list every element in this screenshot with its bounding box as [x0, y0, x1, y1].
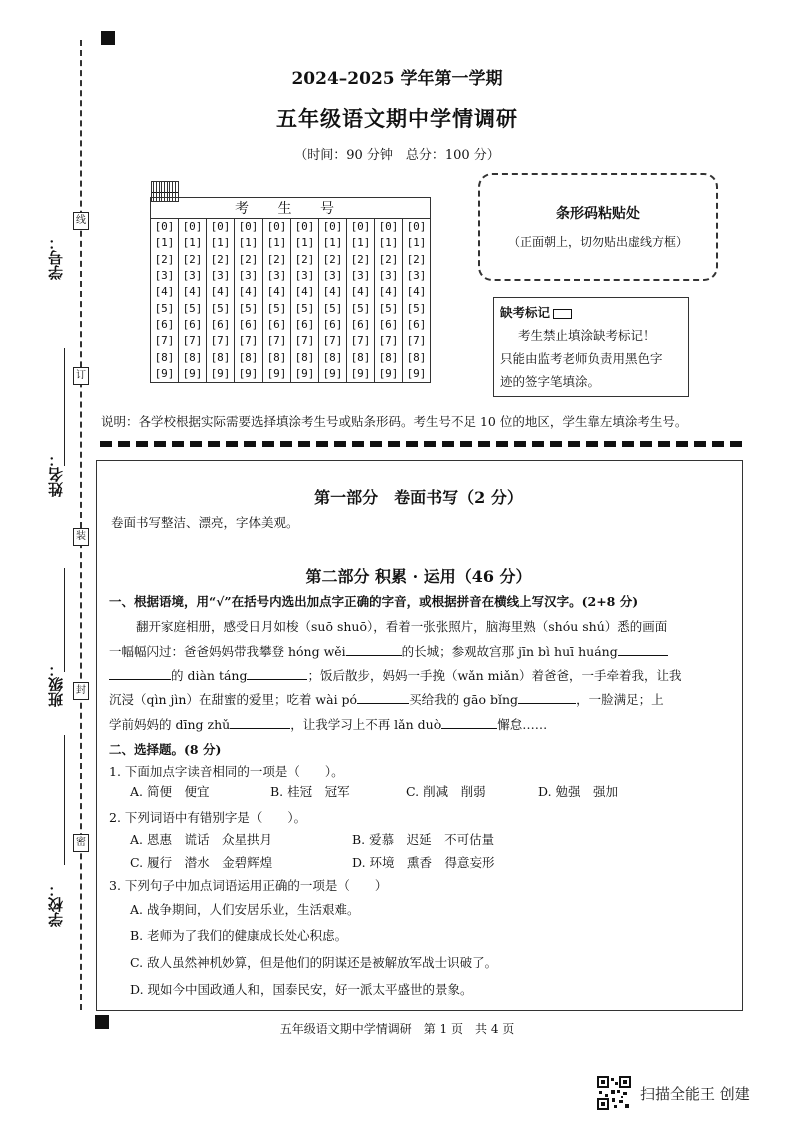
id-digit-bubble[interactable]: [1]	[375, 235, 403, 251]
id-digit-bubble[interactable]: [5]	[235, 300, 263, 316]
id-digit-bubble[interactable]: [6]	[375, 317, 403, 333]
id-digit-bubble[interactable]: [9]	[375, 366, 403, 383]
id-digit-bubble[interactable]: [7]	[207, 333, 235, 349]
part2-title: 第二部分 积累 · 运用（46 分）	[305, 567, 532, 586]
id-digit-bubble[interactable]: [1]	[151, 235, 179, 251]
id-digit-box[interactable]	[175, 182, 178, 202]
mc1-option-c[interactable]: C. 削减 削弱	[406, 784, 486, 799]
id-digit-bubble[interactable]: [6]	[291, 317, 319, 333]
id-digit-bubble[interactable]: [9]	[319, 366, 347, 383]
binding-mark-feng: 封	[73, 682, 89, 700]
id-digit-bubble[interactable]: [8]	[263, 349, 291, 365]
id-digit-bubble[interactable]: [9]	[235, 366, 263, 383]
mc1-option-a[interactable]: A. 简便 便宜	[130, 784, 210, 799]
id-digit-bubble[interactable]: [4]	[375, 284, 403, 300]
id-digit-bubble[interactable]: [0]	[151, 219, 179, 236]
id-digit-bubble[interactable]: [3]	[403, 268, 431, 284]
id-digit-bubble[interactable]: [4]	[347, 284, 375, 300]
id-digit-bubble[interactable]: [0]	[375, 219, 403, 236]
id-digit-bubble[interactable]: [9]	[347, 366, 375, 383]
q1-line2-a: 一幅幅闪过：爸爸妈妈带我攀登 hóng wěi	[109, 644, 346, 659]
q2-title: 二、选择题。(8 分)	[109, 742, 222, 757]
id-digit-bubble[interactable]: [8]	[179, 349, 207, 365]
id-digit-bubble[interactable]: [5]	[207, 300, 235, 316]
id-digit-bubble[interactable]: [6]	[151, 317, 179, 333]
id-digit-row	[151, 235, 431, 251]
qr-code-icon	[597, 1076, 631, 1110]
id-digit-bubble[interactable]: [3]	[375, 268, 403, 284]
id-digit-bubble[interactable]: [5]	[179, 300, 207, 316]
id-digit-bubble[interactable]: [0]	[319, 219, 347, 236]
blank-diantang[interactable]	[247, 668, 307, 680]
id-digit-bubble[interactable]: [8]	[319, 349, 347, 365]
cut-line	[100, 441, 742, 447]
id-digit-bubble[interactable]: [6]	[319, 317, 347, 333]
binding-mark-mi: 密	[73, 834, 89, 852]
id-digit-bubble[interactable]: [8]	[403, 349, 431, 365]
scanner-watermark: 扫描全能王 创建	[640, 1085, 750, 1103]
absent-mark-box	[493, 297, 689, 397]
id-digit-bubble[interactable]: [7]	[263, 333, 291, 349]
id-digit-bubble[interactable]: [4]	[235, 284, 263, 300]
mc2-option-d[interactable]: D. 环境 熏香 得意妄形	[352, 855, 495, 870]
id-digit-bubble[interactable]: [7]	[151, 333, 179, 349]
id-digit-bubble[interactable]: [4]	[179, 284, 207, 300]
student-id-grid[interactable]	[150, 178, 431, 383]
q1-line4-b: 买给我的 gāo bǐng	[409, 692, 519, 707]
id-digit-bubble[interactable]: [0]	[207, 219, 235, 236]
id-digit-bubble[interactable]: [6]	[235, 317, 263, 333]
id-digit-bubble[interactable]: [3]	[235, 268, 263, 284]
id-digit-bubble[interactable]: [6]	[347, 317, 375, 333]
id-digit-bubble[interactable]: [3]	[179, 268, 207, 284]
name-line[interactable]	[64, 568, 65, 672]
q1-line5-a: 学前妈妈的 dīng zhǔ	[109, 717, 231, 732]
id-digit-bubble[interactable]: [2]	[375, 252, 403, 268]
q1-line2-b: 的长城；参观故宫那 jīn bì huī huáng	[401, 644, 618, 659]
part1-desc: 卷面书写整洁、漂亮，字体美观。	[111, 515, 299, 530]
id-digit-bubble[interactable]: [2]	[179, 252, 207, 268]
binding-mark-zhuang: 装	[73, 528, 89, 546]
id-digit-bubble[interactable]: [5]	[151, 300, 179, 316]
mc2-option-b[interactable]: B. 爱慕 迟延 不可估量	[352, 832, 495, 847]
absent-line3: 迹的签字笔填涂。	[500, 374, 601, 389]
q1-line2	[109, 642, 668, 660]
blank-waipo[interactable]	[357, 692, 409, 704]
id-digit-bubble[interactable]: [9]	[179, 366, 207, 383]
q1-line3-b: ；饭后散步，妈妈一手挽（wǎn miǎn）着爸爸，一手牵着我，让我	[307, 668, 682, 683]
id-digit-bubble[interactable]: [7]	[319, 333, 347, 349]
blank-jinbihuihuang-cont[interactable]	[109, 668, 171, 680]
page-footer: 五年级语文期中学情调研 第 1 页 共 4 页	[279, 1022, 515, 1036]
absent-checkbox[interactable]	[553, 309, 572, 319]
id-digit-bubble[interactable]: [3]	[207, 268, 235, 284]
id-digit-bubble[interactable]: [2]	[263, 252, 291, 268]
id-digit-row	[151, 300, 431, 316]
q1-line4-a: 沉浸（qìn jìn）在甜蜜的爱里；吃着 wài pó	[109, 692, 358, 707]
id-digit-bubble[interactable]: [3]	[347, 268, 375, 284]
id-digit-bubble[interactable]: [1]	[235, 235, 263, 251]
binding-dashed-line	[80, 40, 82, 1010]
id-digit-bubble[interactable]: [3]	[263, 268, 291, 284]
id-digit-bubble[interactable]: [9]	[151, 366, 179, 383]
blank-jinbihuihuang[interactable]	[618, 644, 668, 656]
binding-mark-ding: 订	[73, 367, 89, 385]
barcode-area	[478, 173, 718, 281]
id-digit-bubble[interactable]: [7]	[375, 333, 403, 349]
id-digit-bubble[interactable]: [2]	[347, 252, 375, 268]
id-digit-bubble[interactable]: [6]	[263, 317, 291, 333]
id-digit-row	[151, 219, 431, 236]
mc2-option-a[interactable]: A. 恩惠 谎话 众星拱月	[130, 832, 272, 847]
mc3-option-a[interactable]: A. 战争期间，人们安居乐业，生活艰难。	[130, 902, 360, 917]
id-digit-bubble[interactable]: [3]	[151, 268, 179, 284]
mc1-stem: 1. 下面加点字读音相同的一项是（ ）。	[109, 764, 344, 779]
id-digit-bubble[interactable]: [7]	[235, 333, 263, 349]
id-digit-bubble[interactable]: [5]	[319, 300, 347, 316]
blank-landuo[interactable]	[441, 717, 497, 729]
id-digit-bubble[interactable]: [1]	[179, 235, 207, 251]
id-digit-row	[151, 317, 431, 333]
id-digit-row	[151, 284, 431, 300]
id-digit-bubble[interactable]: [5]	[403, 300, 431, 316]
mc2-stem: 2. 下列词语中有错别字是（ ）。	[109, 810, 307, 825]
id-digit-bubble[interactable]: [0]	[403, 219, 431, 236]
id-digit-bubble[interactable]: [8]	[347, 349, 375, 365]
name-label: 姓名：	[47, 452, 65, 497]
q1-line5	[109, 715, 547, 733]
id-digit-bubble[interactable]: [1]	[403, 235, 431, 251]
mc3-option-d[interactable]: D. 现如今中国政通人和，国泰民安，好一派太平盛世的景象。	[130, 982, 473, 997]
q1-line3	[109, 666, 682, 684]
q1-line1: 翻开家庭相册，感受日月如梭（suō shuō），看着一张张照片，脑海里熟（shóu shú）悉的画面	[136, 619, 668, 634]
id-digit-bubble[interactable]: [2]	[207, 252, 235, 268]
mc3-option-b[interactable]: B. 老师为了我们的健康成长处心积虑。	[130, 928, 348, 943]
absent-title: 缺考标记	[500, 305, 551, 320]
binding-mark-xian: 线	[73, 212, 89, 230]
student-id-header: 考 生 号	[151, 198, 431, 219]
exam-title: 五年级语文期中学情调研	[276, 106, 518, 131]
q1-line4-c: ，一脸满足；上	[576, 692, 664, 707]
id-digit-bubble[interactable]: [1]	[347, 235, 375, 251]
id-digit-bubble[interactable]: [0]	[263, 219, 291, 236]
id-digit-bubble[interactable]: [8]	[151, 349, 179, 365]
q1-line4	[109, 690, 664, 708]
mc3-stem: 3. 下列句子中加点词语运用正确的一项是（ ）	[109, 878, 388, 893]
id-digit-bubble[interactable]: [2]	[291, 252, 319, 268]
id-digit-bubble[interactable]: [9]	[207, 366, 235, 383]
mc2-option-c[interactable]: C. 履行 潜水 金碧辉煌	[130, 855, 273, 870]
id-digit-bubble[interactable]: [4]	[403, 284, 431, 300]
id-digit-row	[151, 333, 431, 349]
id-digit-bubble[interactable]: [1]	[319, 235, 347, 251]
time-total: （时间：90 分钟 总分：100 分）	[294, 148, 500, 163]
blank-hongwei[interactable]	[346, 644, 402, 656]
absent-line1: 考生禁止填涂缺考标记！	[518, 328, 656, 343]
id-digit-bubble[interactable]: [2]	[235, 252, 263, 268]
barcode-title: 条形码粘贴处	[556, 206, 640, 222]
id-digit-row	[151, 349, 431, 365]
id-digit-bubble[interactable]: [9]	[263, 366, 291, 383]
q1-line5-c: 懈怠……	[497, 717, 548, 732]
id-digit-bubble[interactable]: [3]	[291, 268, 319, 284]
id-digit-bubble[interactable]: [4]	[291, 284, 319, 300]
id-digit-bubble[interactable]: [0]	[347, 219, 375, 236]
id-digit-bubble[interactable]: [1]	[291, 235, 319, 251]
id-digit-bubble[interactable]: [4]	[207, 284, 235, 300]
id-digit-row	[151, 252, 431, 268]
id-digit-bubble[interactable]: [5]	[291, 300, 319, 316]
barcode-note: （正面朝上，切勿贴出虚线方框）	[507, 235, 688, 249]
blank-gaobing[interactable]	[518, 692, 576, 704]
id-digit-bubble[interactable]: [2]	[403, 252, 431, 268]
id-digit-bubble[interactable]: [2]	[319, 252, 347, 268]
student-number-label: 学号：	[47, 235, 65, 280]
id-digit-bubble[interactable]: [4]	[319, 284, 347, 300]
id-digit-bubble[interactable]: [7]	[179, 333, 207, 349]
id-digit-bubble[interactable]: [9]	[403, 366, 431, 383]
id-digit-bubble[interactable]: [7]	[347, 333, 375, 349]
id-digit-bubble[interactable]: [0]	[291, 219, 319, 236]
blank-dingzhu[interactable]	[230, 717, 290, 729]
id-digit-bubble[interactable]: [4]	[151, 284, 179, 300]
id-digit-bubble[interactable]: [8]	[291, 349, 319, 365]
id-digit-bubble[interactable]: [5]	[375, 300, 403, 316]
id-digit-bubble[interactable]: [1]	[207, 235, 235, 251]
id-digit-row	[151, 268, 431, 284]
q1-line3-a: 的 diàn táng	[171, 668, 248, 683]
class-line[interactable]	[64, 735, 65, 865]
id-digit-bubble[interactable]: [8]	[207, 349, 235, 365]
id-digit-bubble[interactable]: [3]	[319, 268, 347, 284]
mc1-option-d[interactable]: D. 勉强 强加	[538, 784, 619, 799]
student-number-line[interactable]	[64, 348, 65, 466]
id-digit-bubble[interactable]: [0]	[235, 219, 263, 236]
id-digit-bubble[interactable]: [8]	[375, 349, 403, 365]
part1-title: 第一部分 卷面书写（2 分）	[314, 488, 523, 507]
q1-prompt: 一、根据语境，用“√”在括号内选出加点字正确的字音，或根据拼音在横线上写汉字。(2+8 分)	[109, 594, 639, 609]
id-digit-bubble[interactable]: [4]	[263, 284, 291, 300]
id-digit-bubble[interactable]: [5]	[347, 300, 375, 316]
id-digit-bubble[interactable]: [9]	[291, 366, 319, 383]
id-digit-bubble[interactable]: [5]	[263, 300, 291, 316]
mc1-option-b[interactable]: B. 桂冠 冠军	[270, 784, 350, 799]
school-label: 学校：	[47, 882, 65, 927]
id-digit-bubble[interactable]: [6]	[207, 317, 235, 333]
class-label: 班级：	[47, 662, 65, 707]
id-digit-bubble[interactable]: [6]	[179, 317, 207, 333]
id-digit-bubble[interactable]: [0]	[179, 219, 207, 236]
id-digit-bubble[interactable]: [7]	[291, 333, 319, 349]
instructions: 说明：各学校根据实际需要选择填涂考生号或贴条形码。考生号不足 10 位的地区，学生靠左填涂考生号。	[101, 414, 688, 429]
id-digit-bubble[interactable]: [7]	[403, 333, 431, 349]
q1-line5-b: ，让我学习上不再 lǎn duò	[290, 717, 442, 732]
year-term: 2024–2025 学年第一学期	[291, 69, 503, 89]
registration-mark-top	[101, 31, 115, 45]
id-digit-bubble[interactable]: [1]	[263, 235, 291, 251]
mc3-option-c[interactable]: C. 敌人虽然神机妙算，但是他们的阴谋还是被解放军战士识破了。	[130, 955, 498, 970]
id-digit-bubble[interactable]: [6]	[403, 317, 431, 333]
absent-line2: 只能由监考老师负责用黑色字	[500, 351, 663, 366]
id-digit-bubble[interactable]: [8]	[235, 349, 263, 365]
id-digit-bubble[interactable]: [2]	[151, 252, 179, 268]
id-digit-row	[151, 366, 431, 383]
